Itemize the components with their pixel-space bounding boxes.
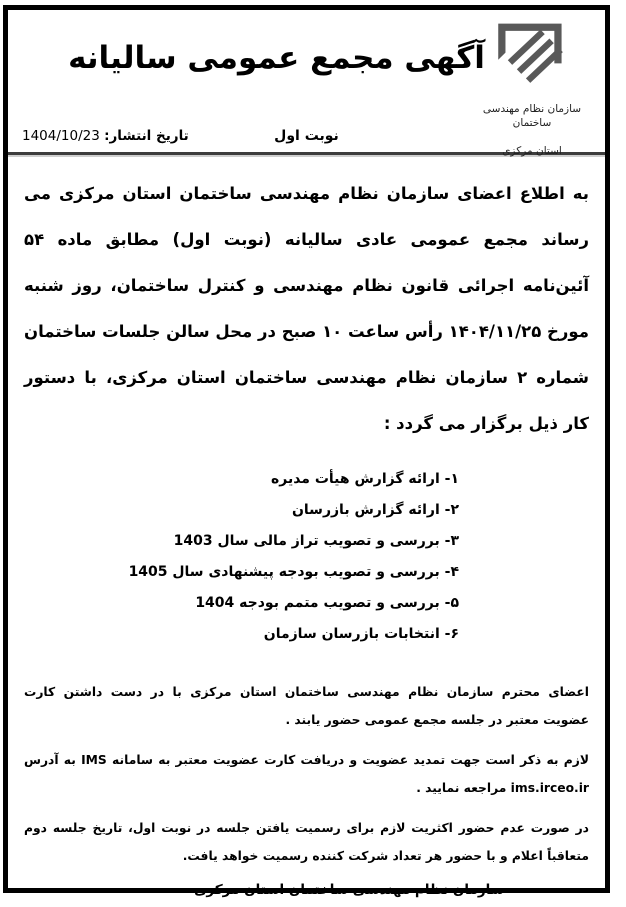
agenda-item: ۶- انتخابات بازرسان سازمان [263,625,459,642]
organization-name-block [467,102,597,158]
membership-portal-url: ims.irceo.ir [510,780,589,795]
publish-date [22,128,189,144]
page-title: آگهی مجمع عمومی سالیانه [68,40,485,76]
membership-note-suffix: مراجعه نمایید . [416,780,511,795]
publish-date-label: تاریخ انتشار: [104,128,189,144]
document-body [8,171,605,898]
document-header [8,10,605,157]
agenda-item: ۵- بررسی و تصویب متمم بودجه 1404 [195,594,459,611]
membership-note-text: لازم به ذکر است جهت تمدید عضویت و دریافت کارت عضویت معتبر به سامانه IMS به آدرس [24,752,589,767]
agenda-list [24,464,459,650]
signature-line: سازمان نظام مهندسی ساختمان استان مرکزی [194,881,504,898]
attendance-note: اعضای محترم سازمان نظام مهندسی ساختمان استان مرکزی با در دست داشتن کارت عضویت معتبر در جلسه مجمع عمومی حضور یابند . [24,684,589,727]
quorum-note: در صورت عدم حضور اکثریت لازم برای رسمیت یافتن جلسه در نوبت اول، تاریخ جلسه دوم متعاقباً اعلام و با حضور هر تعداد شرکت کننده رسمیت خواهد یافت. [24,820,589,863]
province-name: استان مرکزی [502,145,562,157]
irceo-logo-icon [483,20,575,96]
announcement-paragraph: به اطلاع اعضای سازمان نظام مهندسی ساختمان استان مرکزی می رساند مجمع عمومی عادی سالیانه (نوبت اول) مطابق ماده ۵۴ آئین‌نامه اجرائی قانون نظام مهندسی و کنترل ساختمان، روز شنبه مورخ ۱۴۰۴/۱۱/۲۵ رأس ساعت ۱۰ صبح در محل سالن جلسات ساختمان شماره ۲ سازمان نظام مهندسی ساختمان استان مرکزی، با دستور کار ذیل برگزار می گردد : [24,184,590,433]
publish-date-value: 1404/10/23 [22,128,100,144]
agenda-item: ۲- ارائه گزارش بازرسان [291,501,459,518]
organization-name: سازمان نظام مهندسی ساختمان [482,103,582,129]
notes-section [24,678,589,870]
agenda-item: ۳- بررسی و تصویب تراز مالی سال 1403 [173,532,459,549]
agenda-item: ۴- بررسی و تصویب بودجه پیشنهادی سال 1405 [128,563,459,580]
membership-note [24,746,589,802]
page-frame [3,5,610,898]
session-round-label: نوبت اول [274,128,339,144]
agenda-item: ۱- ارائه گزارش هیأت مدیره [270,470,459,487]
